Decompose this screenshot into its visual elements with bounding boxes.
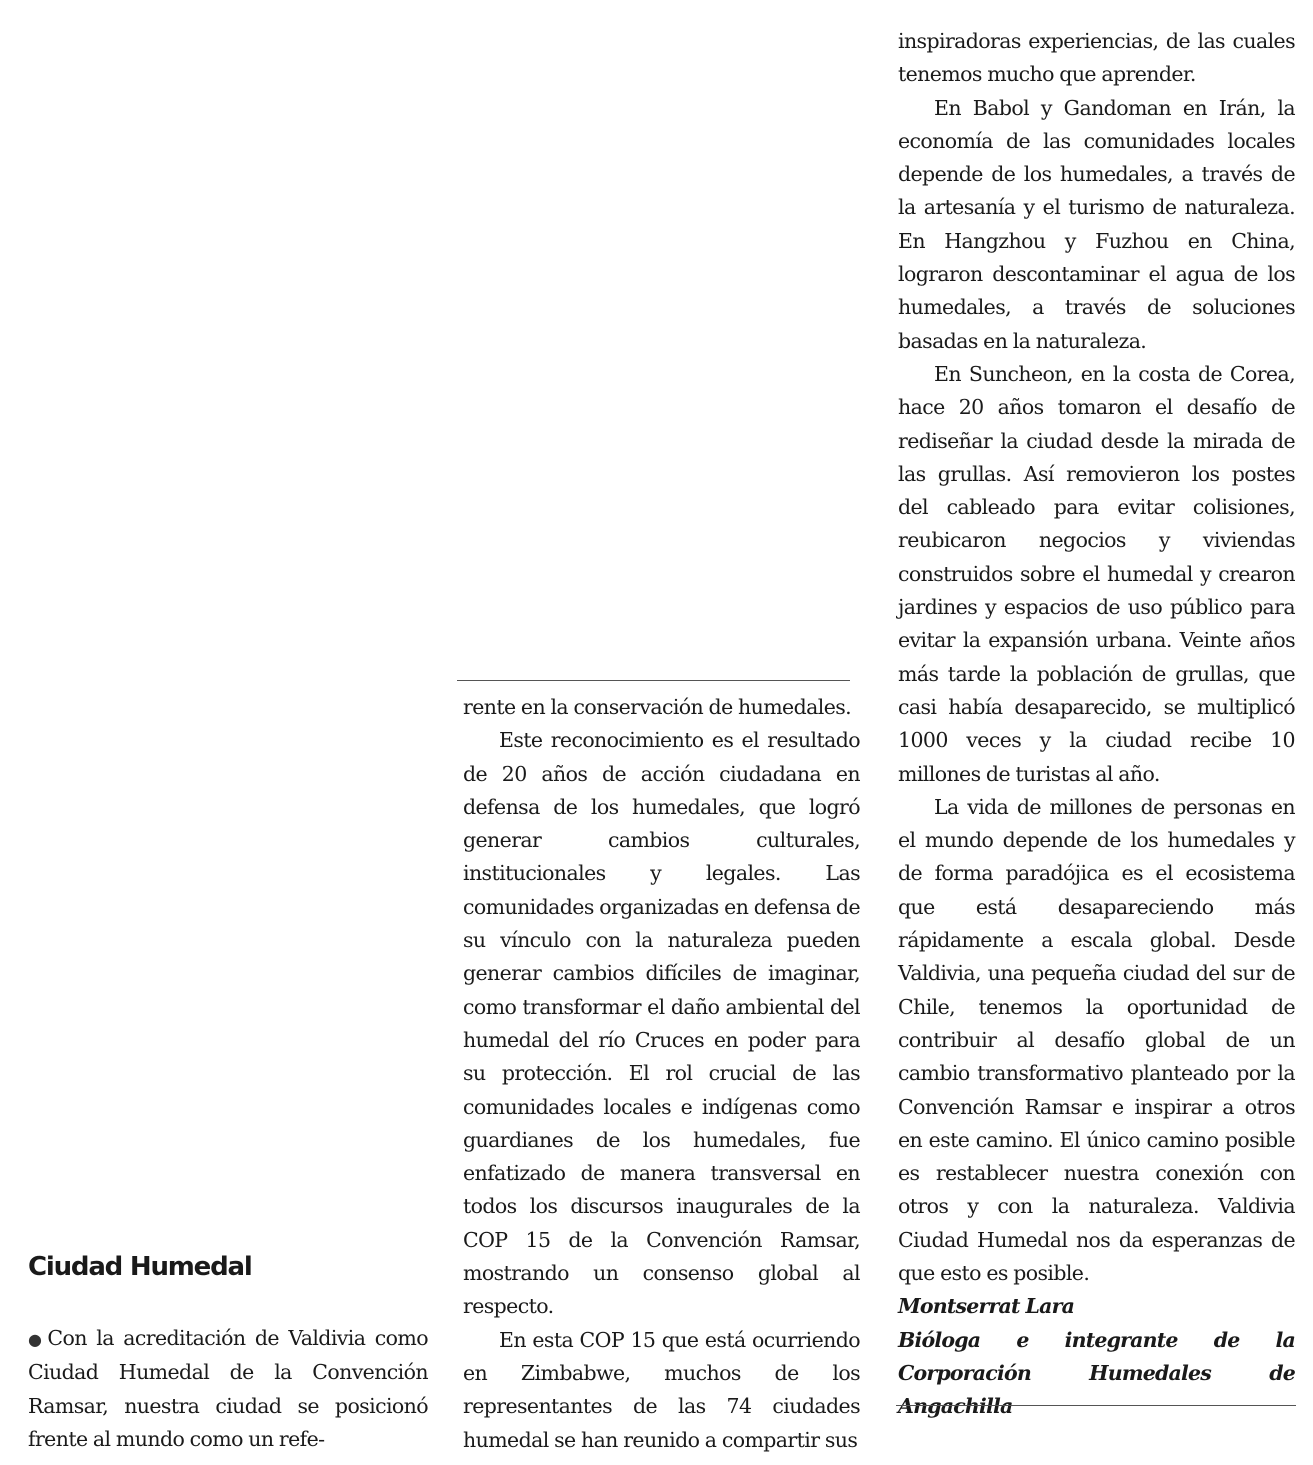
- sidebar-heading: Ciudad Humedal: [28, 1252, 252, 1282]
- signature-divider-rule: [896, 1405, 1296, 1406]
- article-paragraph: Este reconocimiento es el resultado de 20 años de acción ciudadana en defensa de los humedales, que logró generar cambios culturales, institucionales y legales. Las comunidades organizadas en defensa de su vínculo con la naturaleza pueden generar cambios difíciles de imaginar, como transformar el daño ambiental del humedal del río Cruces en poder para su protección. El rol crucial de las comunidades locales e indígenas como guardianes de los humedales, fue enfatizado de manera transversal en todos los discursos inaugurales de la COP 15 de la Convención Ramsar, mostrando un consenso global al respecto.: [463, 728, 860, 1319]
- article-paragraph: La vida de millones de personas en el mundo depende de los humedales y de forma paradójica es el ecosistema que está desapareciendo más rápidamente a escala global. Desde Valdivia, una pequeña ciudad del sur de Chile, tenemos la oportunidad de contribuir al desafío global de un cambio transformativo planteado por la Convención Ramsar e inspirar a otros en este camino. El único camino posible es restablecer nuestra conexión con otros y con la naturaleza. Valdivia Ciudad Humedal nos da esperanzas de que esto es posible.: [898, 794, 1295, 1285]
- author-role: Bióloga e integrante de la Corporación Humedales de Angachilla: [898, 1327, 1295, 1419]
- sidebar-paragraph-text: Con la acreditación de Valdivia como Ciudad Humedal de la Convención Ramsar, nuestra ciudad se posicionó frente al mundo como un refe-: [28, 1326, 428, 1451]
- sidebar-column: [28, 1322, 428, 1456]
- article-paragraph: inspiradoras experiencias, de las cuales tenemos mucho que aprender.: [898, 29, 1295, 87]
- author-name: Montserrat Lara: [898, 1294, 1075, 1319]
- article-paragraph: En Suncheon, en la costa de Corea, hace 20 años tomaron el desafío de rediseñar la ciudad desde la mirada de las grullas. Así removieron los postes del cableado para evitar colisiones, reubicaron negocios y viviendas construidos sobre el humedal y crearon jardines y espacios de uso público para evitar la expansión urbana. Veinte años más tarde la población de grullas, que casi había desaparecido, se multiplicó 1000 veces y la ciudad recibe 10 millones de turistas al año.: [898, 361, 1295, 786]
- article-column-2: [463, 691, 860, 1457]
- article-paragraph: rente en la conservación de humedales.: [463, 695, 852, 719]
- sidebar-paragraph: [28, 1322, 428, 1456]
- article-paragraph: En Babol y Gandoman en Irán, la economía de las comunidades locales depende de los humedales, a través de la artesanía y el turismo de naturaleza. En Hangzhou y Fuzhou en China, lograron descontaminar el agua de los humedales, a través de soluciones basadas en la naturaleza.: [898, 95, 1295, 353]
- bullet-icon: ●: [28, 1330, 46, 1349]
- article-column-3: [898, 25, 1295, 1423]
- column-divider-rule: [457, 680, 850, 681]
- article-paragraph: En esta COP 15 que está ocurriendo en Zimbabwe, muchos de los representantes de las 74 ciudades humedal se han reunido a compartir sus: [463, 1327, 860, 1452]
